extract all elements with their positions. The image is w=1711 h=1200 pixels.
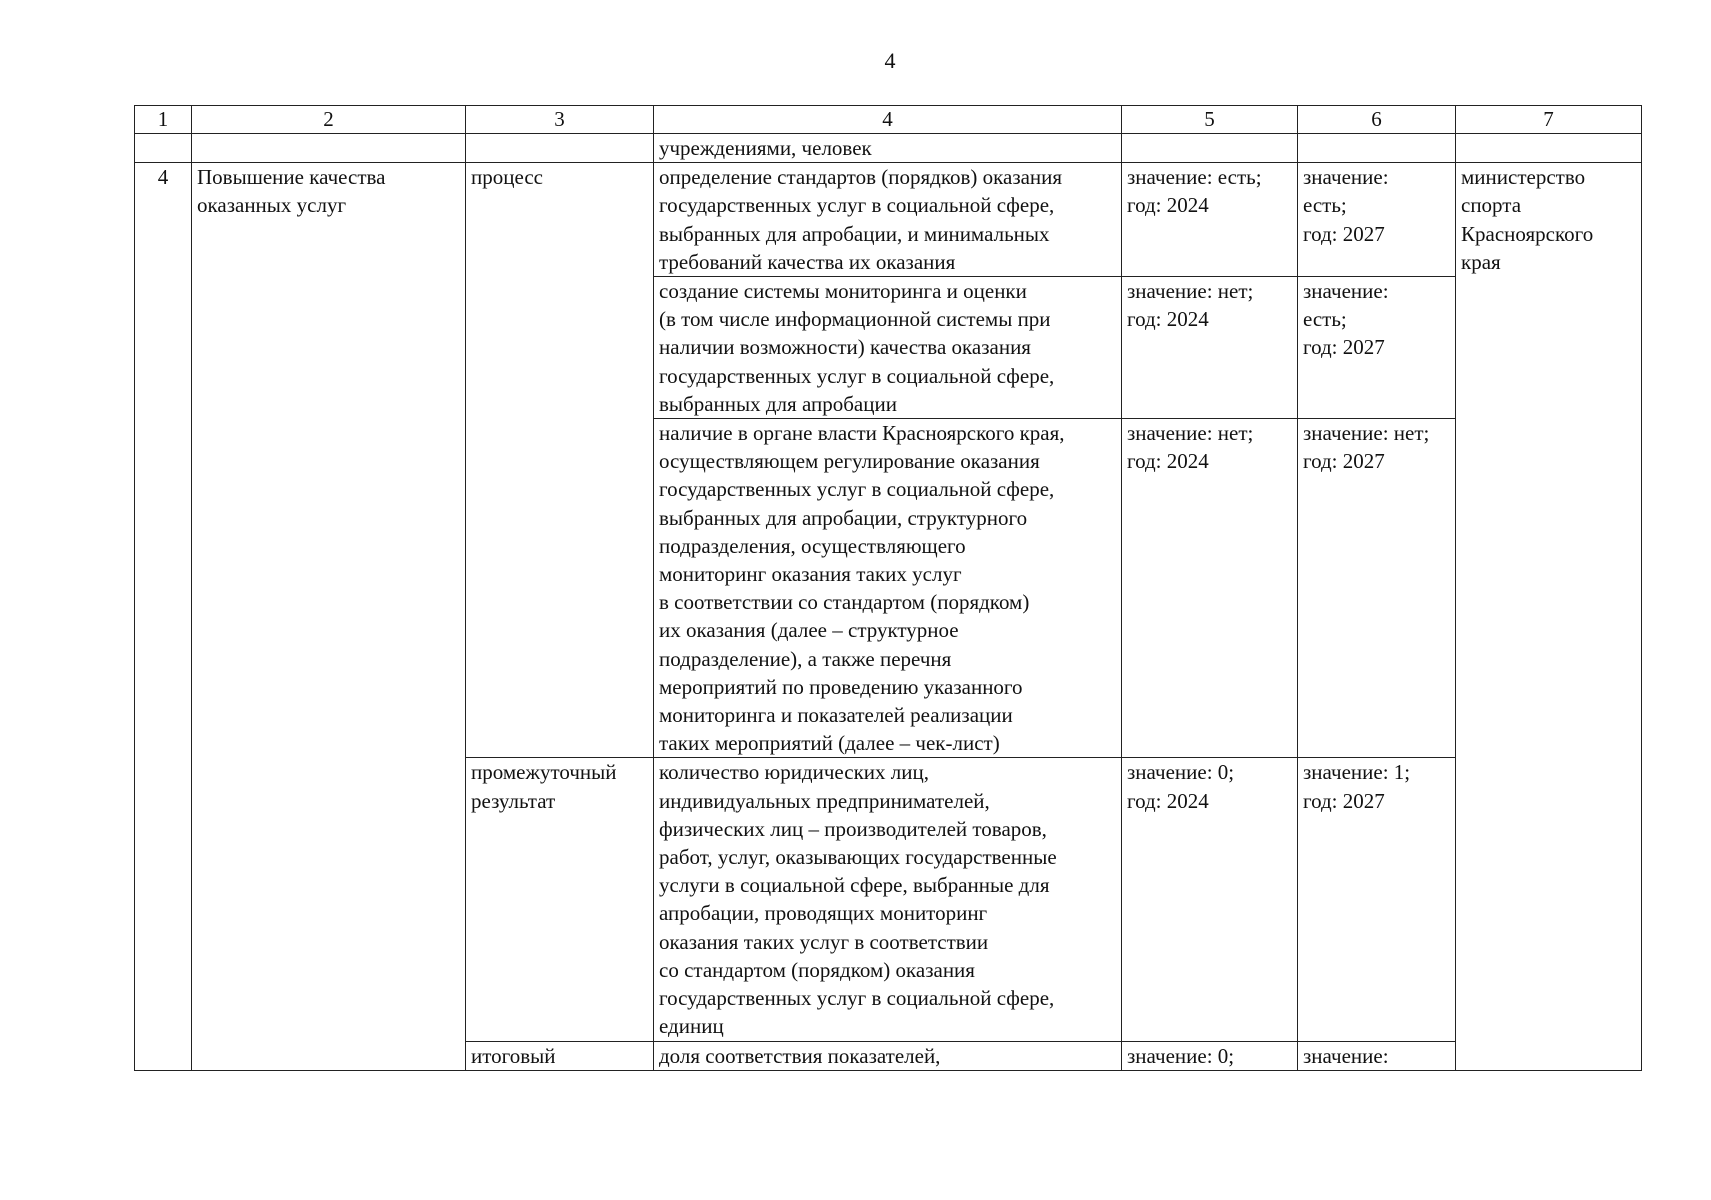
- base-value: значение: нет; год: 2024: [1122, 277, 1298, 419]
- table-row: [135, 163, 1642, 277]
- target-value: значение: есть; год: 2027: [1298, 163, 1456, 277]
- column-header: 2: [192, 106, 466, 134]
- table-cell: [1456, 134, 1642, 163]
- base-value: значение: 0;: [1122, 1041, 1298, 1070]
- indicator-type: процесс: [466, 163, 654, 758]
- row-number: 4: [135, 163, 192, 1071]
- target-value: значение: нет; год: 2027: [1298, 419, 1456, 758]
- table-cell: [1122, 134, 1298, 163]
- task-name: Повышение качества оказанных услуг: [192, 163, 466, 1071]
- base-value: значение: 0; год: 2024: [1122, 758, 1298, 1041]
- table-cell: [466, 134, 654, 163]
- indicator-text: количество юридических лиц, индивидуальных предпринимателей, физических лиц – производителей товаров, работ, услуг, оказывающих государственные услуги в социальной сфере, выбранные для апробации, проводящих мониторинг оказания таких услуг в соответствии со стандартом (порядком) оказания государственных услуг в социальной сфере, единиц: [654, 758, 1122, 1041]
- base-value: значение: нет; год: 2024: [1122, 419, 1298, 758]
- column-header: 7: [1456, 106, 1642, 134]
- indicator-text: доля соответствия показателей,: [654, 1041, 1122, 1070]
- indicator-type: итоговый: [466, 1041, 654, 1070]
- page-number: 4: [884, 48, 896, 73]
- column-header: 1: [135, 106, 192, 134]
- table-cell: [135, 134, 192, 163]
- table-cell: [192, 134, 466, 163]
- base-value: значение: есть; год: 2024: [1122, 163, 1298, 277]
- responsible-executor: министерство спорта Красноярского края: [1456, 163, 1642, 1071]
- indicators-table: [134, 105, 1642, 1071]
- header-row: [135, 106, 1642, 134]
- continuation-row: [135, 134, 1642, 163]
- table-cell: [1298, 134, 1456, 163]
- column-header: 3: [466, 106, 654, 134]
- target-value: значение: 1; год: 2027: [1298, 758, 1456, 1041]
- indicator-text: наличие в органе власти Красноярского края, осуществляющем регулирование оказания государственных услуг в социальной сфере, выбранных для апробации, структурного подразделения, осуществляющего мониторинг оказания таких услуг в соответствии со стандартом (порядком) их оказания (далее – структурное подразделение), а также перечня мероприятий по проведению указанного мониторинга и показателей реализации таких мероприятий (далее – чек-лист): [654, 419, 1122, 758]
- column-header: 4: [654, 106, 1122, 134]
- target-value: значение:: [1298, 1041, 1456, 1070]
- column-header: 5: [1122, 106, 1298, 134]
- column-header: 6: [1298, 106, 1456, 134]
- target-value: значение: есть; год: 2027: [1298, 277, 1456, 419]
- indicator-text: создание системы мониторинга и оценки (в том числе информационной системы при наличии возможности) качества оказания государственных услуг в социальной сфере, выбранных для апробации: [654, 277, 1122, 419]
- indicator-type: промежуточный результат: [466, 758, 654, 1041]
- indicator-text: определение стандартов (порядков) оказания государственных услуг в социальной сфере, выбранных для апробации, и минимальных требований качества их оказания: [654, 163, 1122, 277]
- indicator-text: учреждениями, человек: [654, 134, 1122, 163]
